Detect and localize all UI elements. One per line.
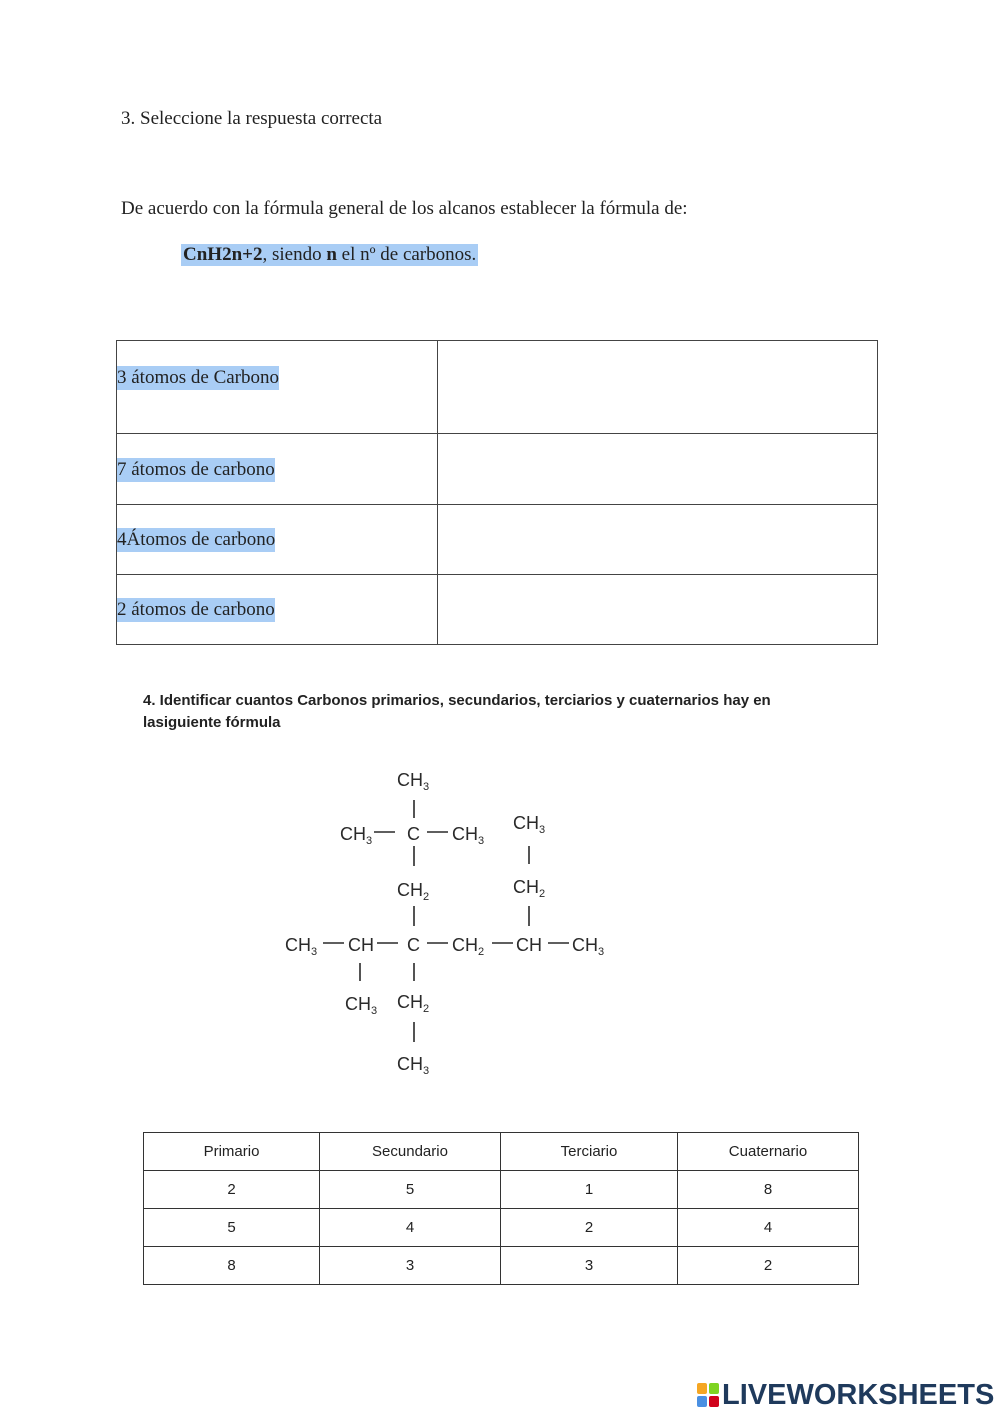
cell-secundario[interactable]: 3 — [320, 1247, 501, 1285]
table-row — [117, 341, 878, 434]
answer-cell[interactable] — [438, 341, 878, 434]
answer-cell[interactable] — [438, 575, 878, 645]
group-c-quaternary-upper: C — [407, 824, 420, 844]
formula-text-1: , siendo — [262, 244, 327, 265]
logo-square — [697, 1396, 707, 1407]
cell-secundario[interactable]: 5 — [320, 1171, 501, 1209]
table-row[interactable] — [144, 1171, 859, 1209]
formula-expression: CnH2n+2 — [183, 244, 263, 265]
row-label: 3 átomos de Carbono — [117, 367, 280, 388]
alkane-formula-table — [116, 340, 878, 645]
row-label: 7 átomos de carbono — [117, 459, 275, 480]
cell-secundario[interactable]: 4 — [320, 1209, 501, 1247]
group-ch-main: CH — [348, 935, 374, 955]
group-ch3-left: $CH_3$ — [340, 824, 373, 847]
table-row[interactable] — [144, 1209, 859, 1247]
answer-cell[interactable] — [438, 434, 878, 505]
question-3-title: 3. Seleccione la respuesta correcta — [121, 108, 383, 129]
header-cuaternario: Cuaternario — [678, 1133, 859, 1171]
table-header-row — [144, 1133, 859, 1171]
group-ch2-branch: $CH_2$ — [513, 877, 546, 900]
structural-formula — [270, 760, 630, 1080]
cell-primario[interactable]: 5 — [144, 1209, 320, 1247]
group-ch3-right: $CH_3$ — [452, 824, 485, 847]
logo-square — [709, 1396, 719, 1407]
row-label: 4Átomos de carbono — [117, 529, 276, 550]
cell-cuaternario[interactable]: 8 — [678, 1171, 859, 1209]
logo-square — [709, 1383, 719, 1394]
header-secundario: Secundario — [320, 1133, 501, 1171]
question-3-intro: De acuerdo con la fórmula general de los alcanos establecer la fórmula de: — [121, 198, 688, 219]
logo-square — [697, 1383, 707, 1394]
cell-primario[interactable]: 2 — [144, 1171, 320, 1209]
group-c-quaternary-main: C — [407, 935, 420, 955]
row-label-cell — [117, 341, 438, 434]
row-label: 2 átomos de carbono — [117, 599, 275, 620]
general-formula — [181, 244, 478, 266]
cell-primario[interactable]: 8 — [144, 1247, 320, 1285]
group-ch2-main: $CH_2$ — [452, 935, 485, 958]
group-ch3-bottom: $CH_3$ — [397, 1054, 430, 1077]
cell-cuaternario[interactable]: 2 — [678, 1247, 859, 1285]
formula-text-2: el nº de carbonos. — [336, 244, 477, 265]
cell-cuaternario[interactable]: 4 — [678, 1209, 859, 1247]
cell-terciario[interactable]: 3 — [501, 1247, 678, 1285]
liveworksheets-logo — [697, 1378, 994, 1412]
row-label-cell — [117, 505, 438, 575]
table-row — [117, 434, 878, 505]
question-4-title: 4. Identificar cuantos Carbonos primarios, secundarios, terciarios y cuaternarios hay en lasiguiente fórmula — [143, 692, 771, 731]
header-primario: Primario — [144, 1133, 320, 1171]
group-ch3-main-right: $CH_3$ — [572, 935, 605, 958]
row-label-cell — [117, 575, 438, 645]
group-ch2-lower: $CH_2$ — [397, 992, 430, 1015]
answer-cell[interactable] — [438, 505, 878, 575]
table-row — [117, 505, 878, 575]
logo-mark-icon — [697, 1383, 719, 1407]
cell-terciario[interactable]: 1 — [501, 1171, 678, 1209]
table-row[interactable] — [144, 1247, 859, 1285]
row-label-cell — [117, 434, 438, 505]
group-ch3-top: $CH_3$ — [397, 770, 430, 793]
formula-variable: n — [326, 244, 337, 265]
brand-name: LIVEWORKSHEETS — [722, 1378, 995, 1411]
cell-terciario[interactable]: 2 — [501, 1209, 678, 1247]
group-ch3-main-left: $CH_3$ — [285, 935, 318, 958]
table-row — [117, 575, 878, 645]
group-ch2-bridge: $CH_2$ — [397, 880, 430, 903]
header-terciario: Terciario — [501, 1133, 678, 1171]
carbon-types-table — [143, 1132, 859, 1285]
group-ch-main-right: CH — [516, 935, 542, 955]
group-ch3-branch-top: $CH_3$ — [513, 813, 546, 836]
group-ch3-lower-left: $CH_3$ — [345, 994, 378, 1017]
